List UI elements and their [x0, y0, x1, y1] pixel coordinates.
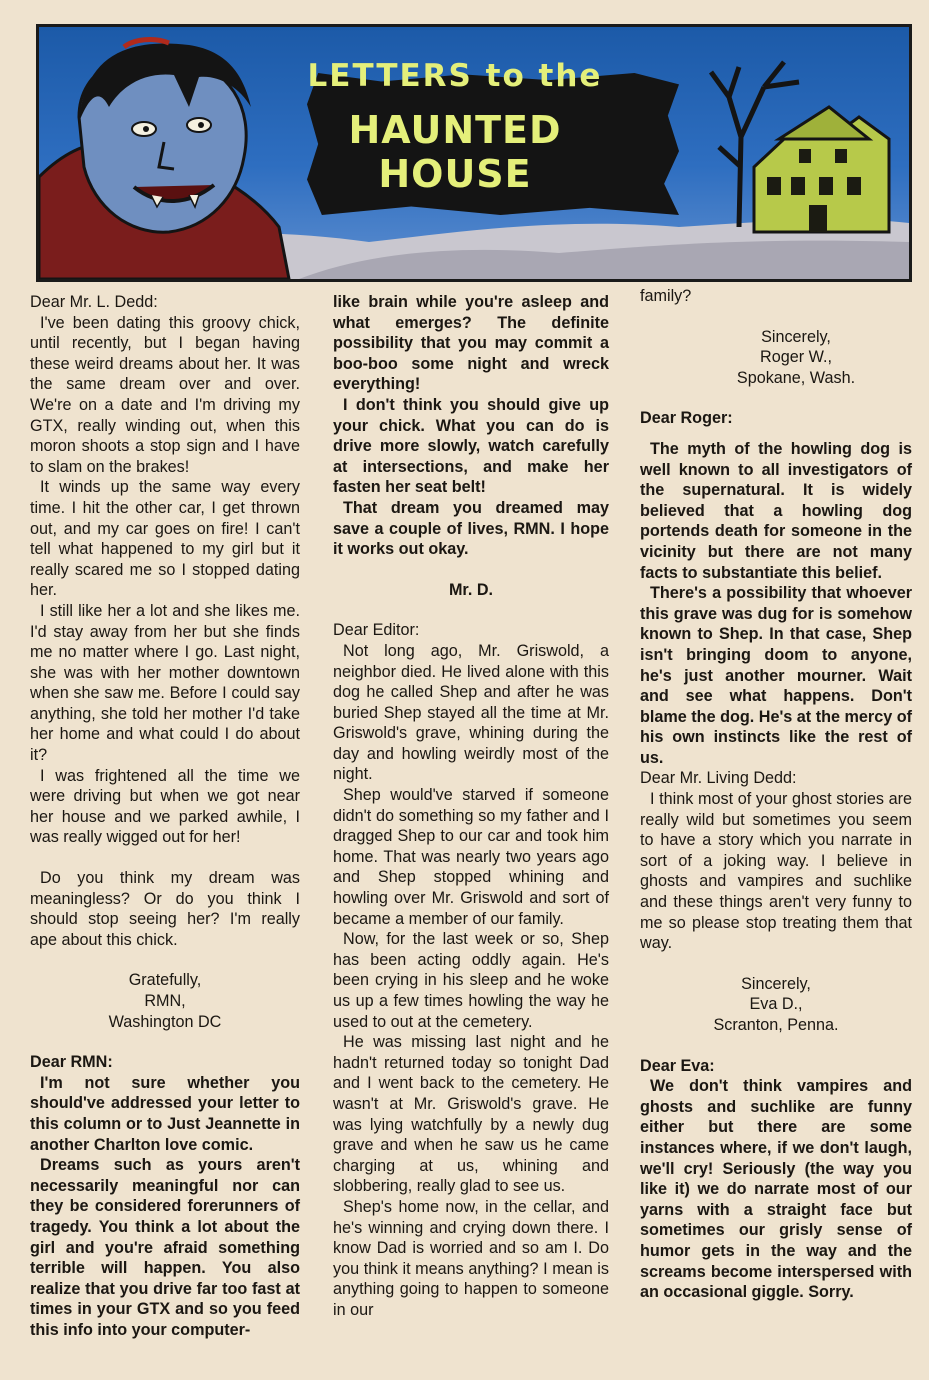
column-2	[333, 292, 609, 1321]
reply-2-salutation: Dear Roger:	[640, 409, 733, 428]
letter-1-paragraph: I still like her a lot and she likes me. I'd stay away from her but she finds me no matter where I go. Last night, she was with her mother downtown when she saw me. Before I could say anything, she told her mother I'd take her home and what could I do about it?	[30, 601, 300, 765]
letter-2-paragraph: He was missing last night and he hadn't returned today so tonight Dad and I went back to the cemetery. He wasn't at Mr. Griswold's grave. He was lying watchfully by a newly dug grave and when he saw us he came charging at us, whining and slobbering, really glad to see us.	[333, 1033, 609, 1196]
vampire-host-icon	[39, 40, 289, 279]
letter-3-signer: Eva D.,	[749, 995, 803, 1014]
letter-3-signoff: Sincerely,	[741, 974, 811, 993]
reply-2-paragraph: There's a possibility that whoever this grave was dug for is somehow known to Shep. In that case, Shep isn't bringing doom to anyone, he's just another mourner. Wait and see what happens. Don't blame the dog. He's at the mercy of his own instincts like the rest of us.	[640, 584, 912, 767]
letter-1-paragraph: I was frightened all the time we were driving but when we got near her house and we parked awhile, I was really wigged out for her!	[30, 766, 300, 847]
letter-1-signer: RMN,	[144, 992, 186, 1010]
letter-2-signer: Roger W.,	[760, 348, 832, 367]
reply-3-salutation: Dear Eva:	[640, 1056, 715, 1075]
letter-1-salutation: Dear Mr. L. Dedd:	[30, 293, 158, 311]
letter-2-paragraph: Shep's home now, in the cellar, and he's winning and crying down there. I know Dad is worried and so am I. Do you think it means anything? I mean is anything going to happen to someone in our	[333, 1197, 609, 1319]
letter-3-location: Scranton, Penna.	[713, 1016, 839, 1034]
reply-1-paragraph: Dreams such as yours aren't necessarily meaningful nor can they be considered forerunners of tragedy. You think a lot about the girl and you're afraid something terrible will happen. You also realize that you drive far too fast at times in your GTX and so you feed this info into your computer-	[30, 1156, 300, 1339]
letter-3-salutation: Dear Mr. Living Dedd:	[640, 769, 797, 788]
letter-2-salutation: Dear Editor:	[333, 621, 420, 640]
reply-1-paragraph: like brain while you're asleep and what emerges? The definite possibility that you may commit a boo-boo some night and wreck everything!	[333, 293, 609, 394]
letter-2-paragraph: Shep would've starved if someone didn't do something so my father and I dragged Shep to our car and took him home. That was nearly two years ago and Shep stopped whining and howling over Mr. Griswold and sort of became a member of our family.	[333, 786, 609, 928]
letter-2-paragraph: Now, for the last week or so, Shep has been acting oddly again. He's been crying in his sleep and he woke us up a few times howling the way he used to out at the cemetery.	[333, 930, 609, 1031]
title-line-1: LETTERS to the	[307, 58, 603, 94]
letter-1-paragraph: Do you think my dream was meaningless? Or do you think I should stop seeing her? I'm really ape about this chick.	[30, 869, 300, 949]
haunted-house-icon	[754, 107, 889, 232]
letter-3-paragraph: I think most of your ghost stories are really wild but sometimes you seem to have a story which you narrate in sort of a joking way. I believe in ghosts and vampires and suchlike and these things aren't very funny to me so please stop treating them that way.	[640, 790, 912, 953]
letter-2-paragraph: family?	[640, 287, 692, 305]
letter-2-location: Spokane, Wash.	[736, 368, 856, 387]
letter-2-signoff: Sincerely,	[761, 327, 831, 346]
letter-1-paragraph: I've been dating this groovy chick, until recently, but I began having these weird dreams about her. It was the same dream over and over. We're on a date and I'm driving my GTX, really winding out, when this moron shoots a stop sign and I have to slam on the brakes!	[30, 313, 300, 476]
reply-1-paragraph: That dream you dreamed may save a couple of lives, RMN. I hope it works out okay.	[333, 498, 609, 559]
column-3	[640, 286, 912, 1303]
reply-1-paragraph: I'm not sure whether you should've addressed your letter to this column or to Just Jeannette in another Charlton love comic.	[30, 1073, 300, 1154]
reply-1-salutation: Dear RMN:	[30, 1053, 113, 1072]
reply-1-signature: Mr. D.	[448, 580, 494, 599]
column-1	[30, 292, 300, 1341]
reply-3-paragraph: We don't think vampires and ghosts and suchlike are funny either but there are some instances where, if we don't laugh, we'll cry! Seriously (the way you like it) we do narrate most of our yarns with a straight face but sometimes our grisly sense of humor gets in the way and the screams become interspersed with an occasional giggle. Sorry.	[640, 1077, 912, 1302]
letter-1-location: Washington DC	[108, 1012, 222, 1031]
reply-2-paragraph: The myth of the howling dog is well known to all investigators of the supernatural. It is widely believed that a howling dog portends death for someone in the vicinity but there are not many facts to substantiate this belief.	[640, 439, 912, 582]
letter-1-paragraph: It winds up the same way every time. I hit the other car, I get thrown out, and my car goes on fire! I can't tell what happened to my girl but it really scared me so I stopped dating her.	[30, 478, 300, 600]
reply-1-paragraph: I don't think you should give up your chick. What you can do is drive more slowly, watch carefully at intersections, and make her fasten her seat belt!	[333, 395, 609, 497]
title-line-2: HAUNTED HOUSE	[348, 108, 562, 196]
letter-2-paragraph: Not long ago, Mr. Griswold, a neighbor died. He lived alone with this dog he called Shep and after he was buried Shep stayed all the time at Mr. Griswold's grave, whining during the day and howling weirdly most of the night.	[333, 641, 609, 784]
letter-1-signoff: Gratefully,	[128, 971, 202, 990]
